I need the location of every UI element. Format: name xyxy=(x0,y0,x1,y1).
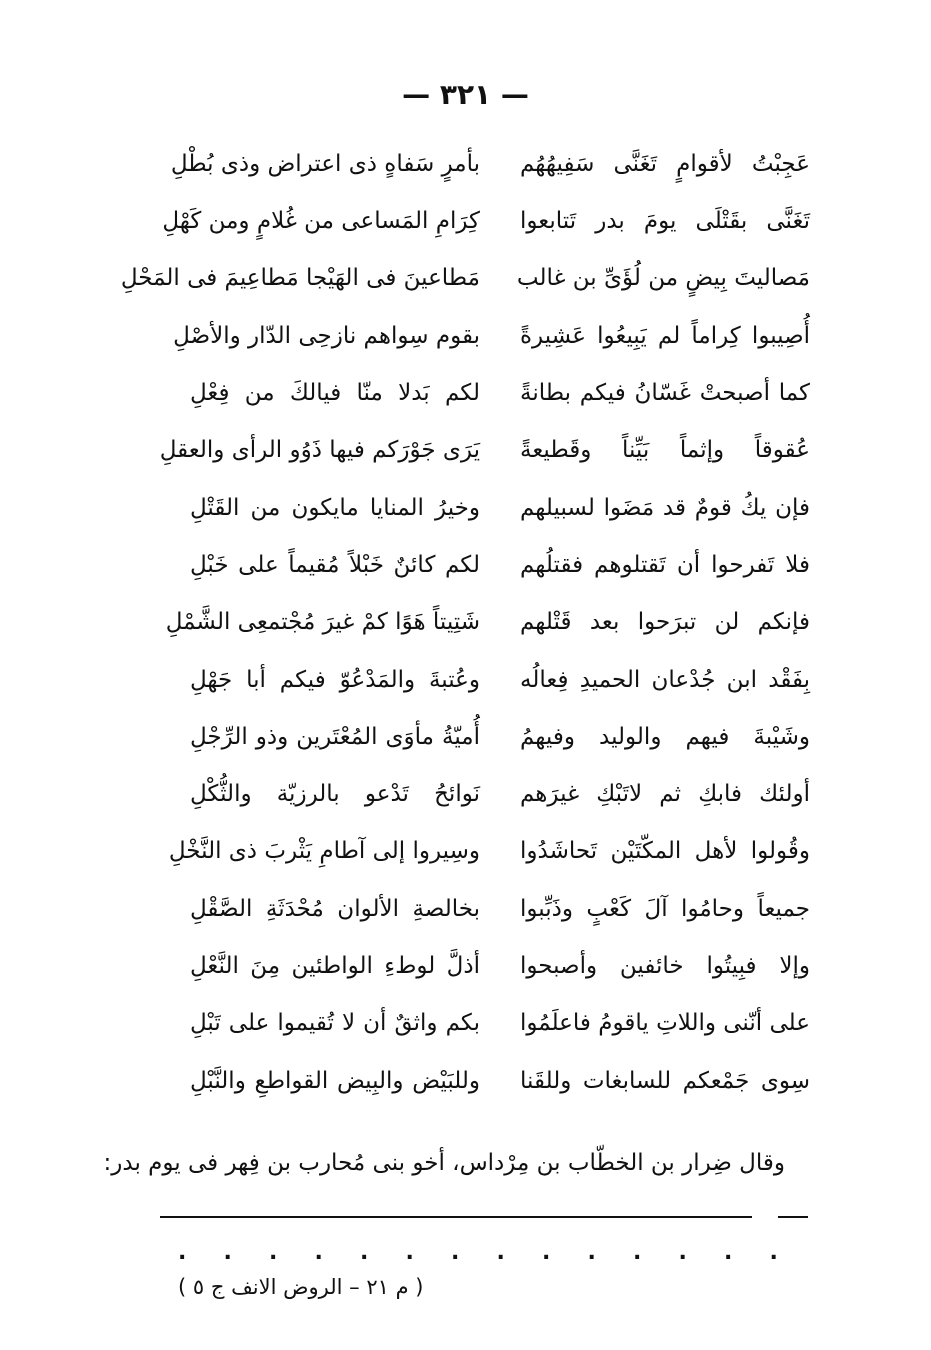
second-hemistich: وخيرُ المنايا مايكون من القَتْلِ xyxy=(190,494,480,521)
verse-line xyxy=(150,594,810,651)
second-hemistich: يَرَى جَوْرَكم فيها ذَوُو الرأى والعقلِ xyxy=(159,437,480,464)
dot: . xyxy=(360,1240,369,1265)
dot: . xyxy=(724,1240,733,1265)
footnote: ( م ٢١ – الروض الانف ج ٥ ) xyxy=(178,1275,424,1299)
verse-line xyxy=(150,480,810,537)
verse-line xyxy=(120,251,810,308)
second-hemistich: بكم واثقٌ أن لا تُقيموا على تَبْلِ xyxy=(190,1010,480,1037)
second-hemistich: بخالصةِ الألوان مُحْدَثَةِ الصَّقْلِ xyxy=(190,895,480,922)
first-hemistich: عُقوقاً وإثماً بَيِّناً وقَطيعةً xyxy=(520,437,810,464)
dot: . xyxy=(451,1240,460,1265)
second-hemistich: لكم بَدلا منّا فيالكَ من فِعْلِ xyxy=(190,380,480,407)
dot: . xyxy=(314,1240,323,1265)
second-hemistich: مَطاعينَ فى الهَيْجا مَطاعِيمَ فى المَحْلِ xyxy=(120,265,480,292)
poem xyxy=(120,136,810,1110)
dot: . xyxy=(633,1240,642,1265)
second-hemistich: نَوائحُ تَدْعو بالرزيّة والثُّكْلِ xyxy=(190,781,480,808)
first-hemistich: أُصِيبوا كِراماً لم يَبِيعُوا عَشِيرةً xyxy=(520,322,810,349)
dot: . xyxy=(542,1240,551,1265)
dot: . xyxy=(405,1240,414,1265)
dot: . xyxy=(496,1240,505,1265)
first-hemistich: وقُولوا لأهل المكّتَيْن تَحاشَدُوا xyxy=(520,838,810,865)
first-hemistich: جميعاً وحامُوا آلَ كَعْبٍ وذَبِّبوا xyxy=(520,895,810,922)
second-hemistich: أذلَّ لوطءِ الواطئين مِنَ النَّعْلِ xyxy=(190,953,480,979)
dot: . xyxy=(269,1240,278,1265)
verse-line xyxy=(150,1053,810,1110)
second-hemistich: بأمرٍ سَفاهٍ ذى اعتراض وذى بُطْلِ xyxy=(170,150,480,177)
dot: . xyxy=(678,1240,687,1265)
second-hemistich: وعُتبةَ والمَدْعُوّ فيكم أبا جَهْلِ xyxy=(190,666,480,693)
verse-line xyxy=(150,136,810,193)
first-hemistich: فإن يكُ قومٌ قد مَضَوا لسبيلهم xyxy=(520,494,810,521)
verse-line xyxy=(150,537,810,594)
verse-line xyxy=(150,995,810,1052)
short-rule xyxy=(778,1216,808,1218)
prose-line: وقال ضِرار بن الخطّاب بن مِرْداس، أخو بنى مُحارب بن فِهر فى يوم بدر: xyxy=(103,1150,785,1176)
first-hemistich: بِفَقْد ابن جُدْعان الحميدِ فِعالُه xyxy=(520,666,810,693)
second-hemistich: أُميّةُ مأوَى المُعْتَرين وذو الرِّجْلِ xyxy=(190,723,480,750)
dot: . xyxy=(587,1240,596,1265)
page-number: — ٣٢١ — xyxy=(402,78,529,111)
dot: . xyxy=(769,1240,778,1265)
verse-line xyxy=(150,709,810,766)
first-hemistich: كما أصبحتْ غَسّانُ فيكم بطانةً xyxy=(520,380,810,407)
first-hemistich: وإلا فبِيتُوا خائفين وأصبحوا xyxy=(520,953,810,979)
dot: . xyxy=(178,1240,187,1265)
verse-line xyxy=(150,422,810,479)
first-hemistich: وشَيْبةَ فيهم والوليد وفيهمُ xyxy=(520,723,810,750)
verse-line xyxy=(150,193,810,250)
verse-line xyxy=(150,652,810,709)
verse-line xyxy=(150,824,810,881)
first-hemistich: فإنكم لن تبرَحوا بعد قَتْلهم xyxy=(520,609,810,636)
verse-line xyxy=(150,938,810,995)
second-hemistich: وسِيروا إلى آطامِ يَثْربَ ذى النَّخْلِ xyxy=(168,838,480,865)
verse-line xyxy=(150,365,810,422)
first-hemistich: سِوى جَمْعكم للسابغات وللقَنا xyxy=(520,1067,810,1094)
verse-line xyxy=(150,881,810,938)
first-hemistich: على أنّنى واللاتِ ياقومُ فاعلَمُوا xyxy=(520,1010,810,1037)
second-hemistich: لكم كائنٌ خَبْلاً مُقيماً على خَبْلِ xyxy=(190,551,480,578)
verse-line xyxy=(150,308,810,365)
first-hemistich: أولئك فابكِ ثم لاتَبْكِ غيرَهم xyxy=(520,781,810,808)
second-hemistich: شَتِيتاً هَوًا كمْ غيرَ مُجْتمعِى الشَّمْلِ xyxy=(165,609,480,636)
first-hemistich: عَجِبْتُ لأقوامٍ تَغَنَّى سَفِيهُهُم xyxy=(520,150,810,177)
dot: . xyxy=(223,1240,232,1265)
second-hemistich: كِرَامِ المَساعى من غُلامٍ ومن كَهْلِ xyxy=(162,208,480,235)
footnote-rule xyxy=(160,1216,752,1218)
first-hemistich: فلا تَفرحوا أن تَقتلوهم فقتلُهم xyxy=(520,551,810,578)
verse-line xyxy=(150,766,810,823)
second-hemistich: وللبَيْض والبِيض القواطعِ والنَّبْلِ xyxy=(190,1067,480,1094)
second-hemistich: بقوم سِواهم نازحِى الدّار والأصْلِ xyxy=(173,322,480,349)
first-hemistich: مَصاليتَ بِيضٍ من لُؤَىِّ بن غالب xyxy=(516,265,810,292)
first-hemistich: تَغَنَّى بقَتْلَى يومَ بدر تَتابعوا xyxy=(520,208,810,235)
dot-row xyxy=(178,1240,778,1265)
